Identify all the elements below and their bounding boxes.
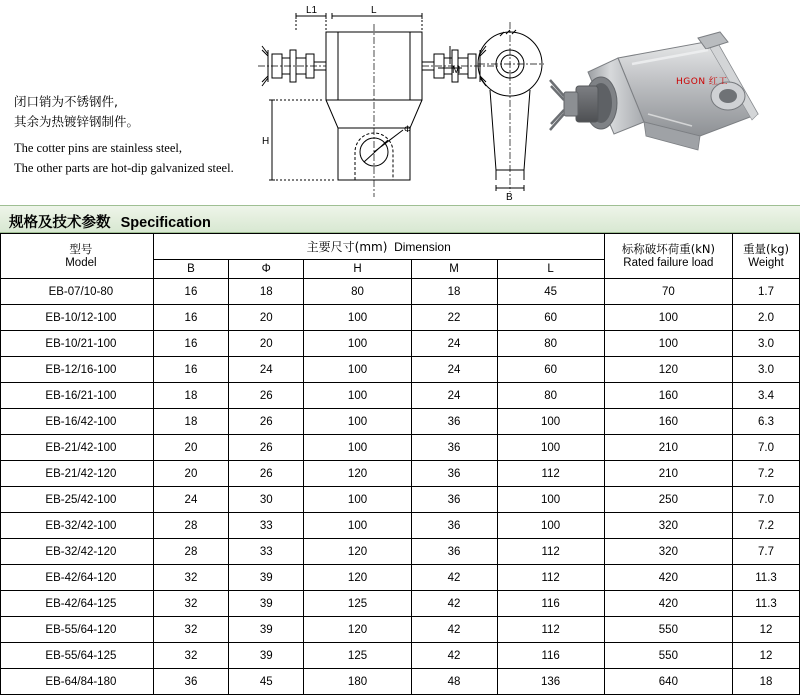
cell-model: EB-07/10-80 <box>1 279 154 305</box>
cell-m: 42 <box>411 617 497 643</box>
label-l1: L1 <box>306 5 318 16</box>
table-row <box>1 565 800 591</box>
cell-model: EB-32/42-100 <box>1 513 154 539</box>
header-dimension-cn: 主要尺寸(mm) <box>306 240 388 254</box>
specification-title-cn: 规格及技术参数 <box>9 215 111 231</box>
cell-phi: 20 <box>229 305 304 331</box>
cell-phi: 39 <box>229 591 304 617</box>
cell-model: EB-55/64-125 <box>1 643 154 669</box>
cell-phi: 18 <box>229 279 304 305</box>
table-row <box>1 617 800 643</box>
cell-m: 18 <box>411 279 497 305</box>
cell-b: 18 <box>153 409 228 435</box>
cell-l: 112 <box>497 565 604 591</box>
cell-l: 100 <box>497 435 604 461</box>
cell-load: 320 <box>604 539 732 565</box>
table-row <box>1 279 800 305</box>
cell-h: 120 <box>304 617 411 643</box>
cell-weight: 3.4 <box>733 383 800 409</box>
cell-load: 120 <box>604 357 732 383</box>
cell-weight: 12 <box>733 643 800 669</box>
brand-logo: HGON 红工 <box>676 77 728 87</box>
cell-phi: 39 <box>229 617 304 643</box>
cell-m: 24 <box>411 383 497 409</box>
cell-load: 550 <box>604 643 732 669</box>
cell-model: EB-21/42-100 <box>1 435 154 461</box>
cell-weight: 11.3 <box>733 565 800 591</box>
cell-m: 36 <box>411 461 497 487</box>
cell-l: 116 <box>497 591 604 617</box>
cell-load: 550 <box>604 617 732 643</box>
cell-load: 420 <box>604 565 732 591</box>
cell-weight: 2.0 <box>733 305 800 331</box>
cell-m: 36 <box>411 409 497 435</box>
cell-load: 100 <box>604 305 732 331</box>
cell-phi: 33 <box>229 513 304 539</box>
cell-weight: 18 <box>733 669 800 695</box>
product-photo <box>548 18 793 183</box>
table-header-row-1 <box>1 234 800 260</box>
header-weight-en: Weight <box>748 257 784 269</box>
header-failure-load-en: Rated failure load <box>623 257 714 269</box>
svg-text:Φ: Φ <box>404 124 412 134</box>
cell-h: 100 <box>304 513 411 539</box>
cell-h: 125 <box>304 591 411 617</box>
cell-h: 100 <box>304 435 411 461</box>
cell-model: EB-21/42-120 <box>1 461 154 487</box>
header-model-cn: 型号 <box>69 242 93 256</box>
header-weight-cn: 重量(kg) <box>743 242 789 256</box>
cell-b: 32 <box>153 617 228 643</box>
note-cn-line2: 其余为热镀锌钢制件。 <box>14 114 140 129</box>
cell-h: 80 <box>304 279 411 305</box>
cell-phi: 39 <box>229 643 304 669</box>
cell-model: EB-32/42-120 <box>1 539 154 565</box>
cell-phi: 39 <box>229 565 304 591</box>
cell-l: 60 <box>497 357 604 383</box>
cell-l: 45 <box>497 279 604 305</box>
cell-h: 100 <box>304 383 411 409</box>
cell-l: 60 <box>497 305 604 331</box>
cell-load: 210 <box>604 435 732 461</box>
cell-weight: 7.0 <box>733 487 800 513</box>
specification-table <box>0 233 800 695</box>
cell-weight: 3.0 <box>733 357 800 383</box>
cell-load: 70 <box>604 279 732 305</box>
cell-model: EB-64/84-180 <box>1 669 154 695</box>
label-m: M <box>452 65 461 76</box>
cell-m: 36 <box>411 435 497 461</box>
cell-phi: 26 <box>229 409 304 435</box>
note-en-line2: The other parts are hot-dip galvanized steel. <box>14 161 234 175</box>
table-row <box>1 409 800 435</box>
cell-phi: 33 <box>229 539 304 565</box>
cell-l: 112 <box>497 461 604 487</box>
cell-b: 36 <box>153 669 228 695</box>
cell-l: 116 <box>497 643 604 669</box>
cell-load: 320 <box>604 513 732 539</box>
header-phi: Φ <box>229 260 304 279</box>
header-h: H <box>304 260 411 279</box>
cell-phi: 24 <box>229 357 304 383</box>
cell-b: 28 <box>153 539 228 565</box>
cell-b: 16 <box>153 331 228 357</box>
cell-weight: 3.0 <box>733 331 800 357</box>
cell-m: 42 <box>411 643 497 669</box>
cell-phi: 26 <box>229 435 304 461</box>
label-l: L <box>371 5 377 16</box>
table-row <box>1 331 800 357</box>
label-h: H <box>262 136 270 147</box>
label-b: B <box>506 192 513 202</box>
cell-phi: 30 <box>229 487 304 513</box>
cell-h: 120 <box>304 565 411 591</box>
cell-m: 42 <box>411 591 497 617</box>
cell-b: 16 <box>153 357 228 383</box>
cell-h: 100 <box>304 305 411 331</box>
cell-l: 100 <box>497 513 604 539</box>
cell-m: 42 <box>411 565 497 591</box>
table-row <box>1 435 800 461</box>
cell-b: 24 <box>153 487 228 513</box>
table-row <box>1 487 800 513</box>
cell-weight: 7.7 <box>733 539 800 565</box>
cell-m: 24 <box>411 357 497 383</box>
header-model <box>1 234 154 279</box>
cell-m: 48 <box>411 669 497 695</box>
cell-weight: 7.2 <box>733 461 800 487</box>
specification-title-en: Specification <box>120 215 211 231</box>
cell-weight: 7.0 <box>733 435 800 461</box>
table-row <box>1 643 800 669</box>
cell-b: 18 <box>153 383 228 409</box>
cell-l: 112 <box>497 539 604 565</box>
header-l: L <box>497 260 604 279</box>
cell-weight: 12 <box>733 617 800 643</box>
material-notes <box>14 92 234 178</box>
cell-model: EB-16/42-100 <box>1 409 154 435</box>
cell-b: 20 <box>153 461 228 487</box>
header-dimension-en: Dimension <box>394 240 451 254</box>
cell-load: 100 <box>604 331 732 357</box>
specification-banner <box>0 205 800 233</box>
table-row <box>1 357 800 383</box>
cell-b: 16 <box>153 305 228 331</box>
header-weight <box>733 234 800 279</box>
cell-phi: 20 <box>229 331 304 357</box>
cell-load: 250 <box>604 487 732 513</box>
table-row <box>1 513 800 539</box>
cell-m: 24 <box>411 331 497 357</box>
table-row <box>1 305 800 331</box>
cell-weight: 7.2 <box>733 513 800 539</box>
cell-b: 16 <box>153 279 228 305</box>
cell-weight: 1.7 <box>733 279 800 305</box>
specification-title <box>9 211 211 232</box>
cell-load: 210 <box>604 461 732 487</box>
header-m: M <box>411 260 497 279</box>
cell-h: 120 <box>304 539 411 565</box>
cell-model: EB-42/64-120 <box>1 565 154 591</box>
cell-load: 160 <box>604 383 732 409</box>
cell-l: 80 <box>497 331 604 357</box>
cell-h: 100 <box>304 487 411 513</box>
cell-model: EB-12/16-100 <box>1 357 154 383</box>
cell-weight: 6.3 <box>733 409 800 435</box>
cell-weight: 11.3 <box>733 591 800 617</box>
cell-model: EB-10/12-100 <box>1 305 154 331</box>
cell-h: 180 <box>304 669 411 695</box>
cell-h: 125 <box>304 643 411 669</box>
header-b: B <box>153 260 228 279</box>
cell-model: EB-10/21-100 <box>1 331 154 357</box>
header-dimension <box>153 234 604 260</box>
cell-model: EB-25/42-100 <box>1 487 154 513</box>
cell-h: 100 <box>304 357 411 383</box>
cell-load: 160 <box>604 409 732 435</box>
header-model-en: Model <box>65 257 97 269</box>
cell-l: 100 <box>497 487 604 513</box>
header-failure-load <box>604 234 732 279</box>
cell-l: 136 <box>497 669 604 695</box>
cell-load: 420 <box>604 591 732 617</box>
cell-h: 100 <box>304 409 411 435</box>
cell-model: EB-55/64-120 <box>1 617 154 643</box>
cell-m: 36 <box>411 487 497 513</box>
cell-m: 22 <box>411 305 497 331</box>
cell-h: 100 <box>304 331 411 357</box>
illustration-area <box>0 0 800 205</box>
table-row <box>1 461 800 487</box>
header-failure-load-cn: 标称破坏荷重(kN) <box>621 242 715 256</box>
cell-phi: 26 <box>229 461 304 487</box>
cell-phi: 26 <box>229 383 304 409</box>
cell-b: 32 <box>153 643 228 669</box>
cell-b: 32 <box>153 591 228 617</box>
cell-b: 28 <box>153 513 228 539</box>
cell-b: 20 <box>153 435 228 461</box>
cell-l: 112 <box>497 617 604 643</box>
technical-drawing <box>238 2 548 202</box>
note-cn-line1: 闭口销为不锈钢件, <box>14 94 118 109</box>
cell-load: 640 <box>604 669 732 695</box>
table-row <box>1 539 800 565</box>
table-row <box>1 669 800 695</box>
cell-phi: 45 <box>229 669 304 695</box>
table-row <box>1 383 800 409</box>
note-en-line1: The cotter pins are stainless steel, <box>14 141 182 155</box>
cell-b: 32 <box>153 565 228 591</box>
cell-m: 36 <box>411 539 497 565</box>
cell-l: 80 <box>497 383 604 409</box>
cell-model: EB-42/64-125 <box>1 591 154 617</box>
cell-l: 100 <box>497 409 604 435</box>
cell-h: 120 <box>304 461 411 487</box>
cell-m: 36 <box>411 513 497 539</box>
cell-model: EB-16/21-100 <box>1 383 154 409</box>
